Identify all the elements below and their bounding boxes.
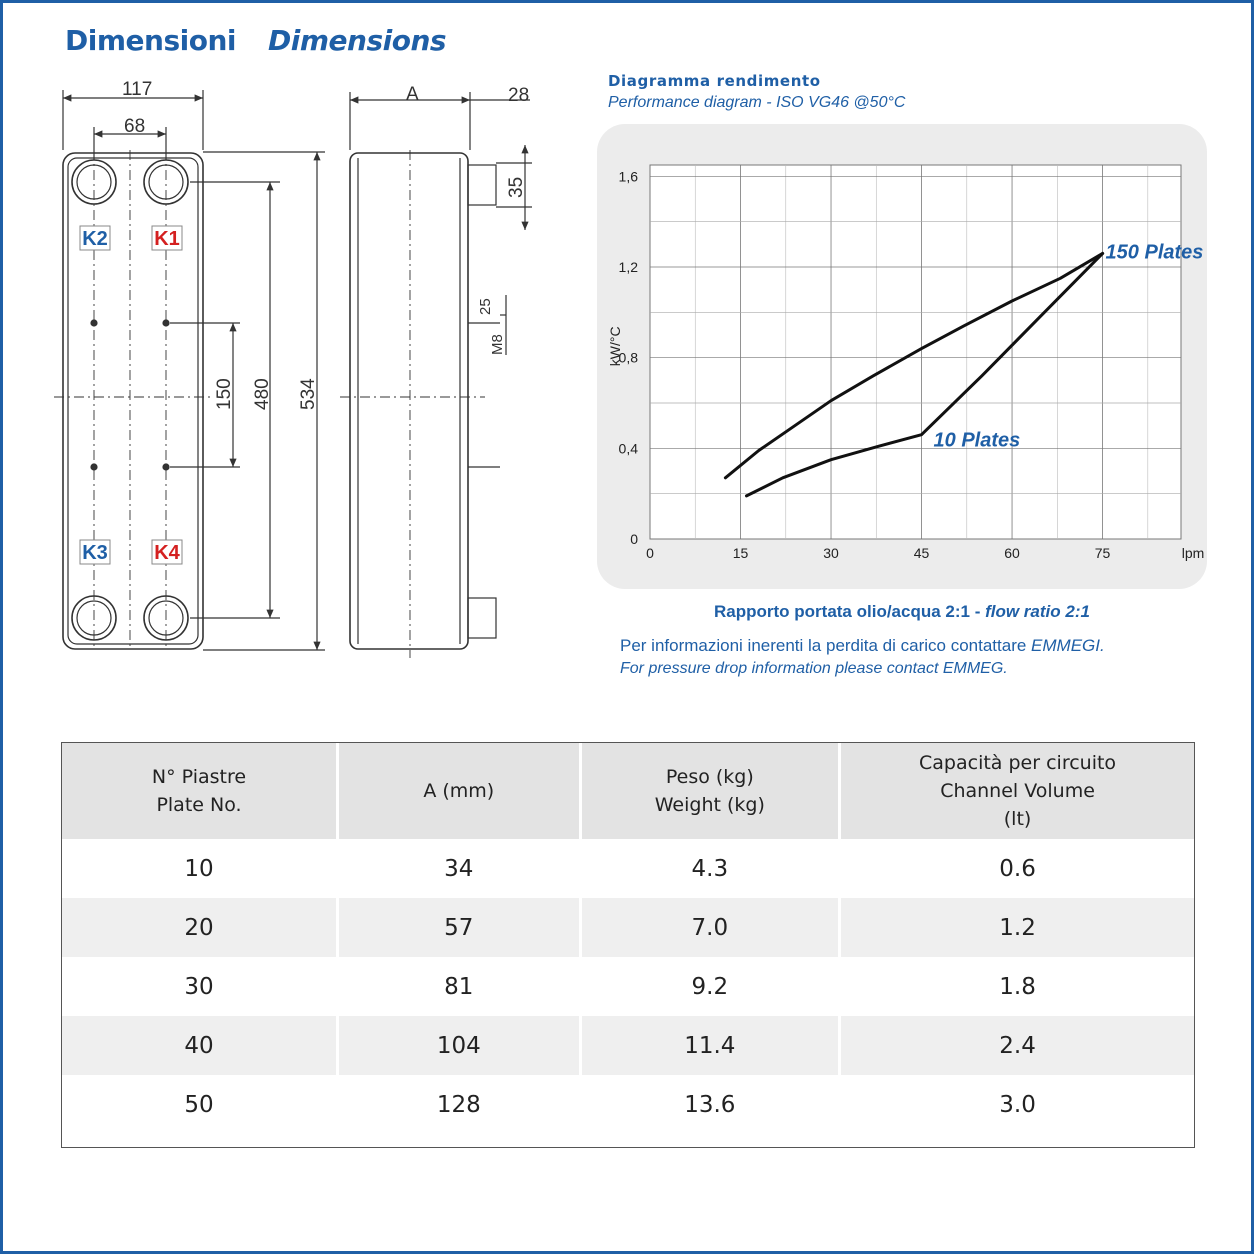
- pressure-note-brand: EMMEGI.: [1031, 636, 1105, 655]
- table-row: [62, 1016, 1194, 1075]
- header-plate-no: N° Piastre Plate No.: [62, 743, 338, 839]
- x-axis-label: lpm: [1181, 545, 1205, 561]
- cell: 11.4: [580, 1016, 840, 1075]
- table-row: [62, 839, 1194, 898]
- cell: 13.6: [580, 1075, 840, 1134]
- x-tick-label: 30: [823, 545, 839, 561]
- cell: 104: [338, 1016, 581, 1075]
- cell: 50: [62, 1075, 338, 1134]
- dim-thread-len: 25: [477, 298, 494, 315]
- series-label-10-plates: 10 Plates: [933, 429, 1021, 452]
- dim-connection: 35: [506, 176, 527, 198]
- pressure-note-en: For pressure drop information please contact EMMEG.: [620, 660, 1008, 677]
- cell: 81: [338, 957, 581, 1016]
- table-row: [62, 957, 1194, 1016]
- series-label-150-plates: 150 Plates: [1105, 241, 1204, 264]
- cell: 9.2: [580, 957, 840, 1016]
- cell: 30: [62, 957, 338, 1016]
- specs-table: [61, 742, 1195, 1148]
- pressure-note-it: Per informazioni inerenti la perdita di carico contattare: [620, 636, 1032, 655]
- y-tick-label: 1,2: [618, 259, 638, 275]
- x-tick-label: 75: [1094, 545, 1111, 561]
- cell: 1.8: [999, 973, 1036, 1000]
- chart-title: Diagramma rendimento: [608, 72, 821, 90]
- cell: 3.0: [999, 1091, 1036, 1118]
- x-tick-label: 0: [646, 545, 654, 561]
- plate-side-view: [350, 153, 468, 649]
- port-label-k1: K1: [154, 228, 180, 250]
- performance-chart: [597, 124, 1207, 589]
- chart-subtitle: Performance diagram - ISO VG46 @50°C: [608, 94, 906, 111]
- port-label-k2: K2: [82, 228, 108, 250]
- ratio-note: [714, 602, 1090, 622]
- header-a-mm: A (mm): [338, 743, 581, 839]
- port-label-k3: K3: [82, 542, 108, 564]
- cell: 10: [62, 839, 338, 898]
- ratio-note-it: Rapporto portata olio/acqua 2:1 -: [714, 602, 986, 621]
- cell: 7.0: [580, 898, 840, 957]
- pressure-note-it-line: [620, 636, 1105, 656]
- dim-port-centers: 480: [252, 378, 273, 410]
- dim-stud-spacing: 150: [214, 378, 235, 410]
- y-tick-label: 1,6: [618, 168, 638, 185]
- dim-thread: M8: [489, 334, 506, 355]
- table-header-row: [62, 743, 1194, 839]
- cell: 1.2: [840, 898, 1194, 957]
- ratio-note-en: flow ratio 2:1: [985, 602, 1090, 621]
- y-tick-label: 0: [630, 531, 638, 547]
- y-tick-label: 0,8: [618, 349, 638, 366]
- y-axis-label: kW/°C: [607, 326, 623, 367]
- x-tick-label: 15: [732, 545, 749, 561]
- dim-depth: A: [406, 84, 419, 105]
- dim-width-total: 117: [122, 79, 153, 100]
- cell: 57: [338, 898, 581, 957]
- table-row: [62, 1075, 1194, 1134]
- header-channel-volume: Capacità per circuito Channel Volume (lt): [840, 743, 1194, 839]
- x-tick-label: 60: [1004, 545, 1020, 561]
- technical-drawing: [40, 70, 570, 670]
- cell: 4.3: [580, 839, 840, 898]
- port-label-k4: K4: [154, 542, 180, 564]
- dim-stud: 28: [508, 85, 530, 106]
- heading-it: Dimensioni: [65, 24, 236, 57]
- header-weight: Peso (kg) Weight (kg): [580, 743, 840, 839]
- table-row: [62, 898, 1194, 957]
- cell: 2.4: [840, 1016, 1194, 1075]
- cell: 128: [338, 1075, 581, 1134]
- x-tick-label: 45: [913, 545, 930, 561]
- cell: 40: [62, 1016, 338, 1075]
- dim-height-total: 534: [298, 378, 319, 410]
- cell: 0.6: [999, 855, 1036, 882]
- heading-en: Dimensions: [268, 24, 447, 57]
- y-tick-label: 0,4: [618, 440, 638, 457]
- dim-port-spacing: 68: [124, 116, 146, 137]
- cell: 34: [338, 839, 581, 898]
- cell: 20: [62, 898, 338, 957]
